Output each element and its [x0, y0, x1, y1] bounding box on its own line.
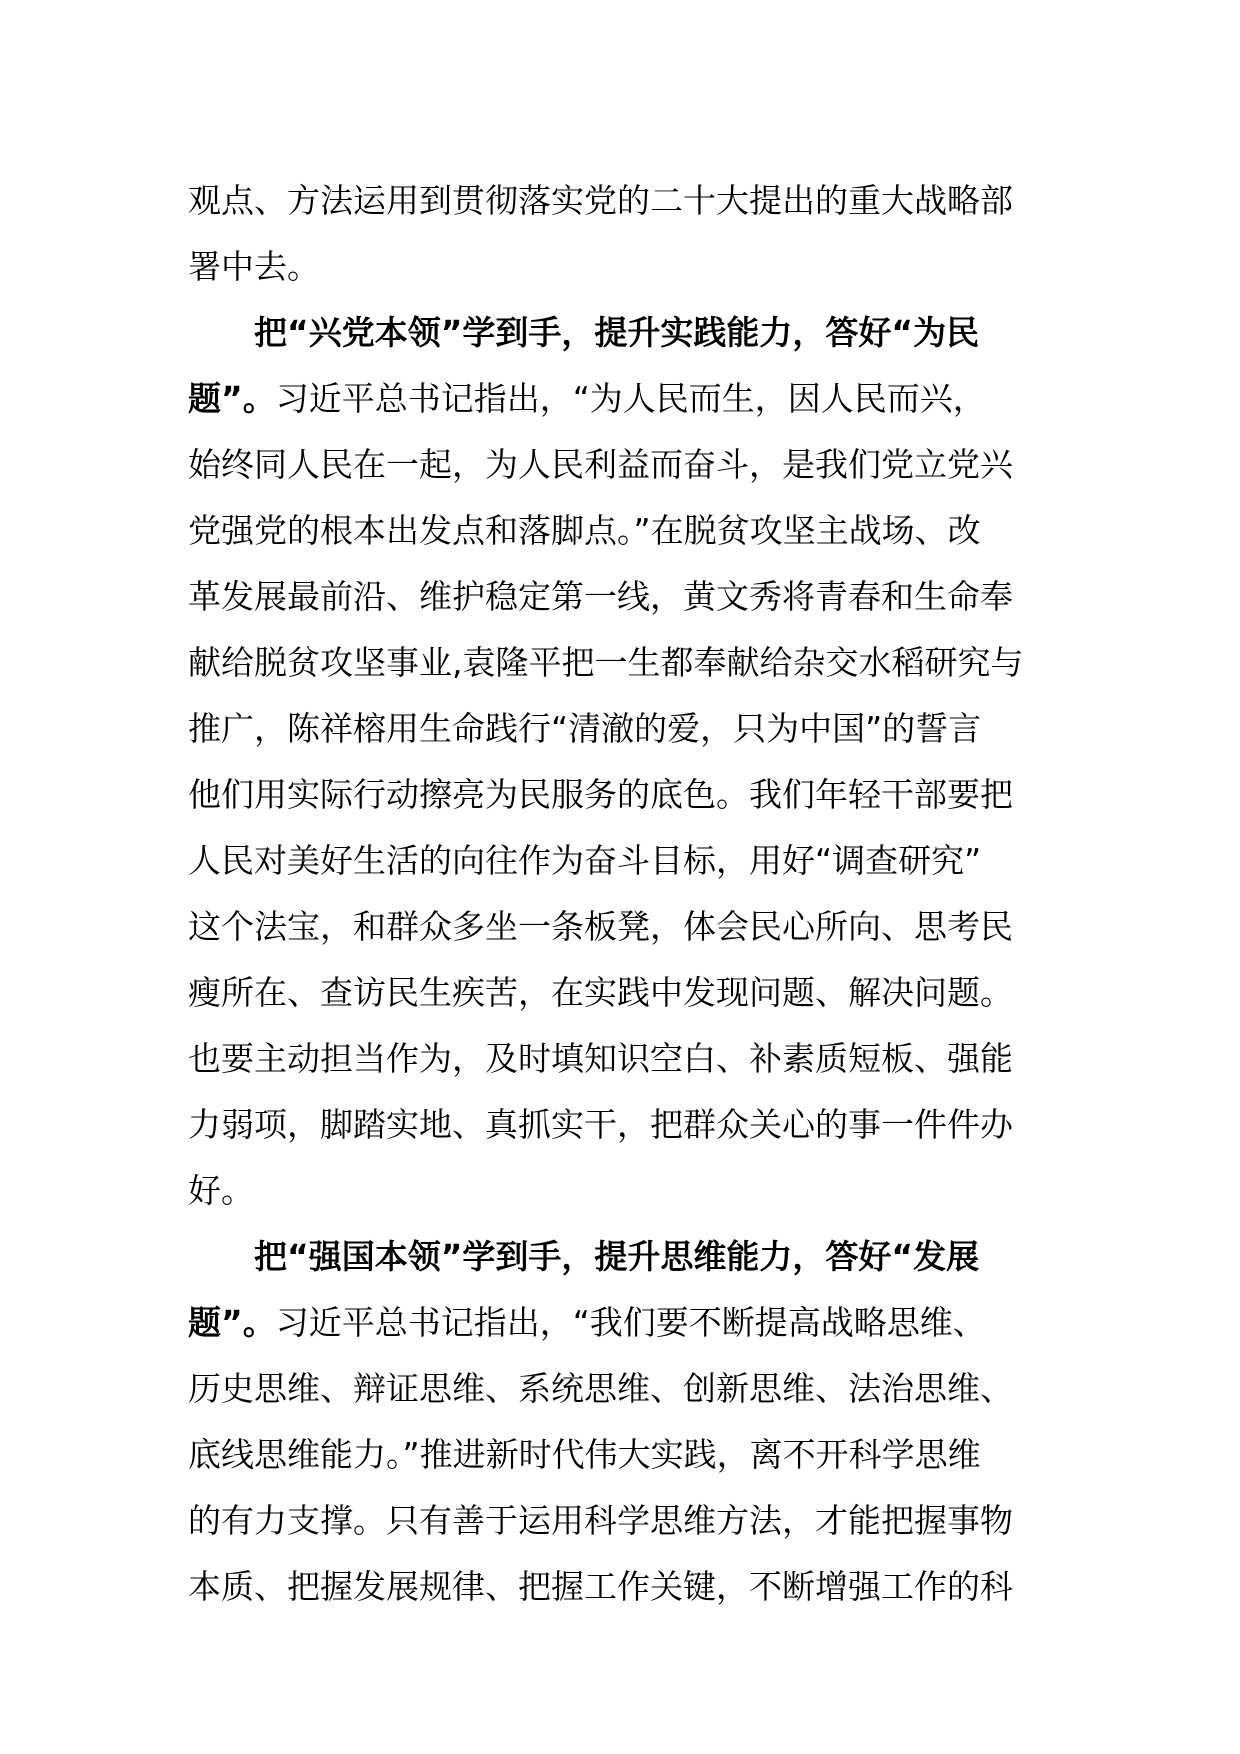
text-span: 习近平总书记指出，“为人民而生，因人民而兴，: [275, 379, 986, 418]
text-line: 始终同人民在一起，为人民利益而奋斗，是我们党立党兴: [188, 445, 1013, 484]
text-line: 这个法宝，和群众多坐一条板凳，体会民心所向、思考民: [188, 907, 1013, 946]
text-line: 署中去。: [188, 247, 320, 286]
text-line: 力弱项，脚踏实地、真抓实干，把群众关心的事一件件办: [188, 1105, 1013, 1144]
text-line: 他们用实际行动擦亮为民服务的底色。我们年轻干部要把: [188, 775, 1013, 814]
text-line: 革发展最前沿、维护稳定第一线，黄文秀将青春和生命奉: [188, 577, 1013, 616]
section-heading: 题”。: [188, 1303, 276, 1342]
text-line: 党强党的根本出发点和落脚点。”在脱贫攻坚主战场、改: [188, 511, 981, 550]
section-heading: 题”。: [188, 379, 276, 418]
section-heading-line: [188, 1290, 1056, 1356]
text-span: 习近平总书记指出，“我们要不断提高战略思维、: [275, 1303, 986, 1342]
section-heading-line: [188, 366, 1056, 432]
section-heading: 把“强国本领”学到手，提升思维能力，答好“发展: [254, 1237, 980, 1276]
text-line: 瘦所在、查访民生疾苦，在实践中发现问题、解决问题。: [188, 973, 1013, 1012]
text-line: 的有力支撑。只有善于运用科学思维方法，才能把握事物: [188, 1501, 1013, 1540]
text-line: 人民对美好生活的向往作为奋斗目标，用好“调查研究”: [188, 841, 982, 880]
text-line: 推广，陈祥榕用生命践行“清澈的爱，只为中国”的誓言: [188, 709, 982, 748]
text-line: 观点、方法运用到贯彻落实党的二十大提出的重大战略部: [188, 181, 1013, 220]
text-line: 好。: [188, 1171, 254, 1210]
section-heading: 把“兴党本领”学到手，提升实践能力，答好“为民: [254, 313, 980, 352]
section-heading-line: [188, 1224, 1056, 1290]
text-line: 也要主动担当作为，及时填知识空白、补素质短板、强能: [188, 1039, 1013, 1078]
text-line: 本质、把握发展规律、把握工作关键，不断增强工作的科: [188, 1567, 1013, 1606]
body-text: [188, 168, 1056, 1620]
section-heading-line: [188, 300, 1056, 366]
text-line: 历史思维、辩证思维、系统思维、创新思维、法治思维、: [188, 1369, 1013, 1408]
text-line: 献给脱贫攻坚事业,袁隆平把一生都奉献给杂交水稻研究与: [188, 643, 1024, 682]
text-line: 底线思维能力。”推进新时代伟大实践，离不开科学思维: [188, 1435, 981, 1474]
